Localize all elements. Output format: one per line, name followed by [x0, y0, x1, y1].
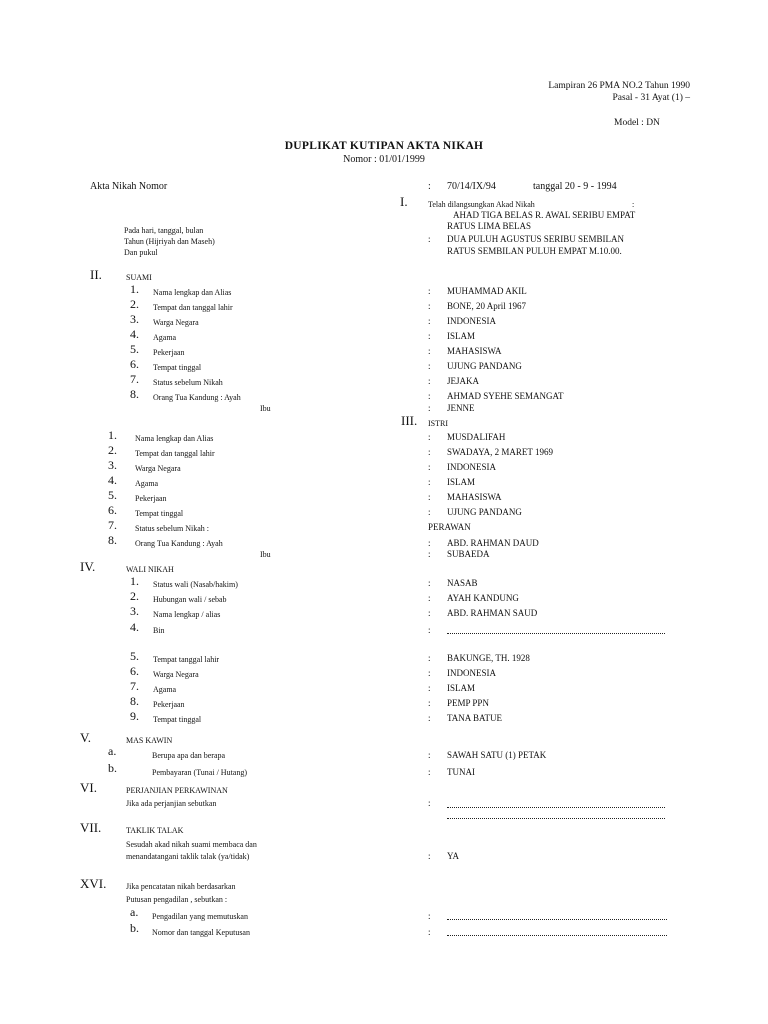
suami-row-label: Agama [153, 333, 177, 342]
suami-row-value: ISLAM [447, 331, 476, 341]
section-vii-heading: TAKLIK TALAK [126, 826, 184, 835]
suami-row-colon: : [428, 316, 431, 326]
akta-colon: : [428, 181, 431, 192]
section-xvi-text2: Putusan pengadilan , sebutkan : [126, 895, 228, 904]
wali-row-colon: : [428, 593, 431, 603]
wali-row-number: 7. [130, 679, 139, 693]
wali-row-label: Agama [153, 685, 177, 694]
suami-row-colon: : [428, 286, 431, 296]
wali-row-value: INDONESIA [447, 668, 496, 678]
wali-row-colon: : [428, 683, 431, 693]
wali-row-colon: : [428, 698, 431, 708]
istri-row-value: INDONESIA [447, 462, 496, 472]
istri-row-colon: : [428, 447, 431, 457]
suami-row-number: 3. [130, 312, 139, 326]
istri-row-colon: : [428, 492, 431, 502]
section-i-left1: Pada hari, tanggal, bulan [124, 226, 204, 235]
akta-value: 70/14/IX/94 [447, 181, 496, 192]
wali-row-value: TANA BATUE [447, 713, 503, 723]
wali-row-value: ABD. RAHMAN SAUD [447, 608, 538, 618]
wali-row-value: AYAH KANDUNG [447, 593, 519, 603]
akta-tanggal: tanggal 20 - 9 - 1994 [533, 181, 617, 192]
pencatatan-row-label: Nomor dan tanggal Keputusan [152, 928, 250, 937]
pasal-text: Pasal - 31 Ayat (1) – [612, 93, 690, 103]
wali-row-value: ISLAM [447, 683, 476, 693]
section-v-numeral: V. [80, 730, 91, 745]
istri-row-number: 3. [108, 458, 117, 472]
wali-row-label: Pekerjaan [153, 700, 185, 709]
suami-row-value: UJUNG PANDANG [447, 361, 522, 371]
suami-row-number: 7. [130, 372, 139, 386]
istri-row-label: Status sebelum Nikah : [135, 524, 209, 533]
wali-row-number: 8. [130, 694, 139, 708]
section-i-left3: Dan pukul [124, 248, 158, 257]
istri-row-number: 4. [108, 473, 117, 487]
wali-row-number: 4. [130, 620, 139, 634]
perjanjian-dotted-line [447, 817, 665, 819]
section-vi-text: Jika ada perjanjian sebutkan [126, 799, 217, 808]
wali-row-number: 9. [130, 709, 139, 723]
istri-row-value: MAHASISWA [447, 492, 502, 502]
istri-row-colon: : [428, 507, 431, 517]
wali-row-value: NASAB [447, 578, 478, 588]
wali-row-number: 2. [130, 589, 139, 603]
section-iv-numeral: IV. [80, 559, 96, 574]
mas-kawin-row-letter: a. [108, 744, 117, 758]
istri-row-label: Orang Tua Kandung : Ayah [135, 539, 223, 548]
suami-row-label: Nama lengkap dan Alias [153, 288, 232, 297]
mas-kawin-row-label: Berupa apa dan berapa [152, 751, 226, 760]
pencatatan-dotted-line [447, 918, 667, 920]
suami-row-label: Status sebelum Nikah [153, 378, 223, 387]
mas-kawin-row-value: TUNAI [447, 767, 475, 777]
suami-row-number: 1. [130, 282, 139, 296]
suami-row-label: Tempat dan tanggal lahir [153, 303, 233, 312]
istri-row-colon: : [428, 538, 431, 548]
wali-row-colon: : [428, 608, 431, 618]
mas-kawin-row-colon: : [428, 750, 431, 760]
istri-row-colon: : [428, 462, 431, 472]
istri-row-value: SWADAYA, 2 MARET 1969 [447, 447, 554, 457]
istri-row-value: UJUNG PANDANG [447, 507, 522, 517]
pencatatan-row-colon: : [428, 927, 431, 937]
pencatatan-dotted-line [447, 934, 667, 936]
suami-row-label: Warga Negara [153, 318, 199, 327]
wali-row-label: Warga Negara [153, 670, 199, 679]
suami-row-value: MUHAMMAD AKIL [447, 286, 527, 296]
section-vii-colon: : [428, 851, 431, 861]
section-vii-value: YA [447, 851, 460, 861]
mas-kawin-row-value: SAWAH SATU (1) PETAK [447, 750, 547, 760]
suami-row-label: Tempat tinggal [153, 363, 202, 372]
section-vii-text2: menandatangani taklik talak (ya/tidak) [126, 852, 250, 861]
section-ii-numeral: II. [90, 267, 102, 282]
wali-row-label: Status wali (Nasab/hakim) [153, 580, 238, 589]
suami-ibu-colon: : [428, 403, 431, 413]
section-i-value1: DUA PULUH AGUSTUS SERIBU SEMBILAN [447, 234, 625, 244]
section-vii-numeral: VII. [80, 820, 102, 835]
istri-row-value: MUSDALIFAH [447, 432, 506, 442]
section-ii-heading: SUAMI [126, 273, 152, 282]
wali-row-label: Tempat tanggal lahir [153, 655, 220, 664]
suami-ibu-value: JENNE [447, 403, 475, 413]
mas-kawin-row-letter: b. [108, 761, 117, 775]
pencatatan-row-colon: : [428, 911, 431, 921]
section-xvi-text1: Jika pencatatan nikah berdasarkan [126, 882, 236, 891]
istri-row-value: ISLAM [447, 477, 476, 487]
wali-row-colon: : [428, 668, 431, 678]
istri-row-label: Tempat dan tanggal lahir [135, 449, 215, 458]
wali-row-label: Nama lengkap / alias [153, 610, 221, 619]
istri-row-label: Nama lengkap dan Alias [135, 434, 214, 443]
section-iv-heading: WALI NIKAH [126, 565, 174, 574]
istri-ibu-label: Ibu [260, 550, 271, 559]
istri-row-value: ABD. RAHMAN DAUD [447, 538, 539, 548]
suami-row-value: JEJAKA [447, 376, 480, 386]
suami-row-value: BONE, 20 April 1967 [447, 301, 527, 311]
suami-row-colon: : [428, 391, 431, 401]
wali-row-number: 5. [130, 649, 139, 663]
wali-bin-dotted-line [447, 632, 665, 634]
suami-row-colon: : [428, 346, 431, 356]
istri-row-number: 1. [108, 428, 117, 442]
suami-row-number: 2. [130, 297, 139, 311]
section-i-left2: Tahun (Hijriyah dan Maseh) [124, 237, 215, 246]
wali-row-value: PEMP PPN [447, 698, 489, 708]
section-i-date-line1: AHAD TIGA BELAS R. AWAL SERIBU EMPAT [453, 210, 636, 220]
istri-row-value: PERAWAN [428, 522, 471, 532]
section-iii-numeral: III. [401, 413, 418, 428]
lampiran-text: Lampiran 26 PMA NO.2 Tahun 1990 [548, 81, 690, 91]
wali-row-label: Tempat tinggal [153, 715, 202, 724]
istri-row-colon: : [428, 477, 431, 487]
section-vi-colon: : [428, 798, 431, 808]
section-i-text: Telah dilangsungkan Akad Nikah [428, 200, 535, 209]
istri-ibu-colon: : [428, 549, 431, 559]
suami-row-colon: : [428, 376, 431, 386]
section-i-colon: : [632, 200, 635, 209]
wali-row-number: 3. [130, 604, 139, 618]
section-i-colon2: : [428, 234, 431, 244]
perjanjian-dotted-line [447, 806, 665, 808]
istri-row-number: 8. [108, 533, 117, 547]
wali-row-colon: : [428, 653, 431, 663]
suami-row-value: AHMAD SYEHE SEMANGAT [447, 391, 564, 401]
istri-row-number: 6. [108, 503, 117, 517]
wali-row-colon: : [428, 578, 431, 588]
istri-row-number: 7. [108, 518, 117, 532]
suami-row-colon: : [428, 331, 431, 341]
suami-row-label: Pekerjaan [153, 348, 185, 357]
section-iii-heading: ISTRI [428, 419, 448, 428]
suami-row-number: 8. [130, 387, 139, 401]
wali-row-value: BAKUNGE, TH. 1928 [447, 653, 530, 663]
suami-row-number: 4. [130, 327, 139, 341]
istri-row-label: Agama [135, 479, 159, 488]
suami-row-value: MAHASISWA [447, 346, 502, 356]
section-i-date-line2: RATUS LIMA BELAS [447, 221, 532, 231]
section-v-heading: MAS KAWIN [126, 736, 173, 745]
wali-row-number: 6. [130, 664, 139, 678]
wali-row-label: Hubungan wali / sebab [153, 595, 227, 604]
pencatatan-row-letter: b. [130, 921, 139, 935]
document-title: DUPLIKAT KUTIPAN AKTA NIKAH [284, 140, 484, 152]
mas-kawin-row-label: Pembayaran (Tunai / Hutang) [152, 768, 248, 777]
suami-ibu-label: Ibu [260, 404, 271, 413]
akta-label: Akta Nikah Nomor [90, 181, 168, 192]
wali-row-colon: : [428, 625, 431, 635]
suami-row-colon: : [428, 361, 431, 371]
pencatatan-row-label: Pengadilan yang memutuskan [152, 912, 248, 921]
istri-row-label: Warga Negara [135, 464, 181, 473]
suami-row-number: 6. [130, 357, 139, 371]
pencatatan-row-letter: a. [130, 905, 139, 919]
istri-row-label: Tempat tinggal [135, 509, 184, 518]
suami-row-colon: : [428, 301, 431, 311]
section-i-numeral: I. [400, 194, 408, 209]
istri-row-number: 5. [108, 488, 117, 502]
section-vii-text1: Sesudah akad nikah suami membaca dan [126, 840, 257, 849]
suami-row-value: INDONESIA [447, 316, 496, 326]
istri-row-number: 2. [108, 443, 117, 457]
document-number: Nomor : 01/01/1999 [343, 154, 425, 165]
section-xvi-numeral: XVI. [80, 876, 107, 891]
suami-row-label: Orang Tua Kandung : Ayah [153, 393, 241, 402]
section-vi-numeral: VI. [80, 780, 97, 795]
section-i-value2: RATUS SEMBILAN PULUH EMPAT M.10.00. [447, 246, 622, 256]
istri-row-label: Pekerjaan [135, 494, 167, 503]
wali-row-number: 1. [130, 574, 139, 588]
suami-row-number: 5. [130, 342, 139, 356]
wali-row-label: Bin [153, 626, 165, 635]
istri-ibu-value: SUBAEDA [447, 549, 490, 559]
model-text: Model : DN [614, 118, 660, 128]
istri-row-colon: : [428, 432, 431, 442]
section-vi-heading: PERJANJIAN PERKAWINAN [126, 786, 228, 795]
wali-row-colon: : [428, 713, 431, 723]
mas-kawin-row-colon: : [428, 767, 431, 777]
